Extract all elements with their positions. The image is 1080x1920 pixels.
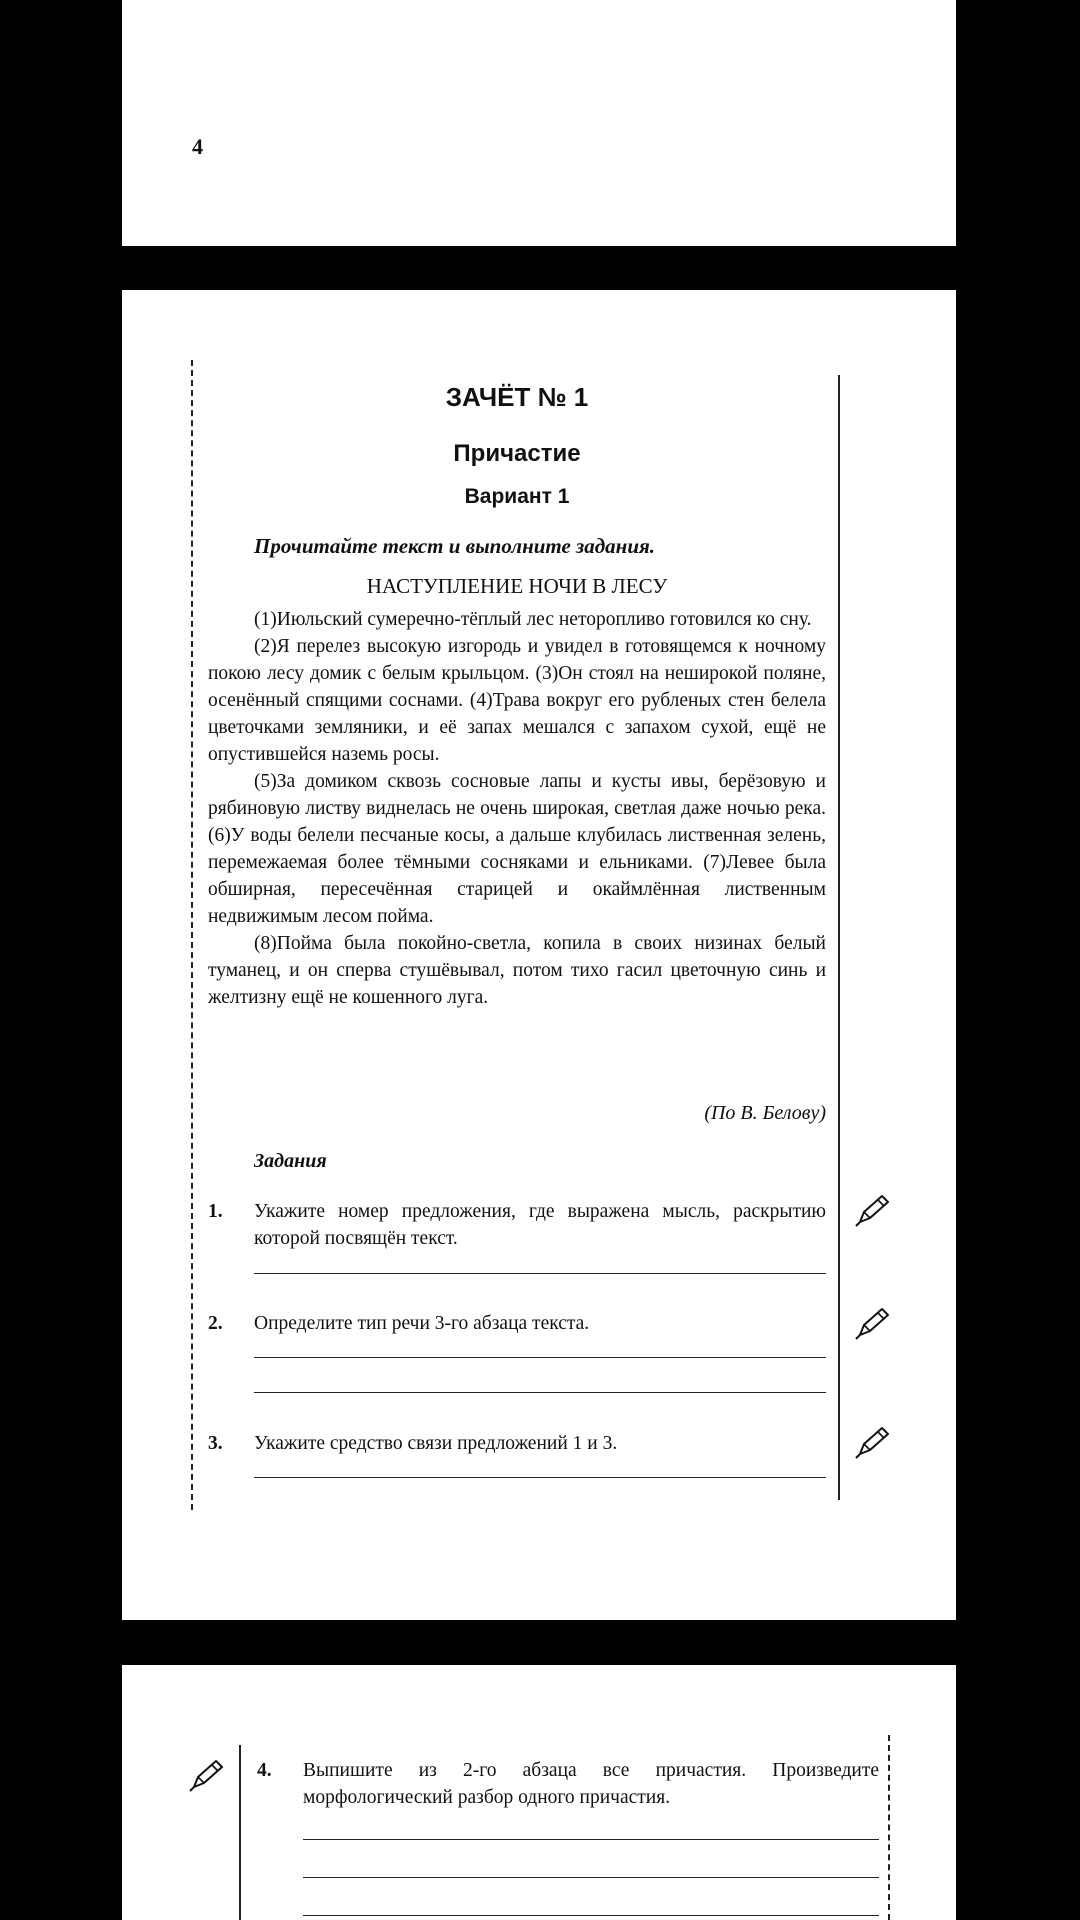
page-top: [122, 0, 956, 246]
page-number: 4: [192, 134, 203, 159]
cut-line: [191, 360, 193, 1510]
topic-title: Причастие: [453, 440, 581, 467]
task-number: 1.: [208, 1201, 223, 1222]
margin-rule: [239, 1745, 241, 1920]
page-title: ЗАЧЁТ № 1: [445, 382, 589, 412]
variant-title: Вариант 1: [464, 485, 570, 508]
answer-line[interactable]: [254, 1392, 826, 1393]
answer-line[interactable]: [303, 1877, 879, 1878]
answer-line[interactable]: [254, 1357, 826, 1358]
text-title: НАСТУПЛЕНИЕ НОЧИ В ЛЕСУ: [366, 574, 668, 598]
answer-line[interactable]: [254, 1273, 826, 1274]
task-question: Укажите средство связи предложений 1 и 3.: [254, 1433, 618, 1454]
pen-icon: [852, 1422, 892, 1462]
pen-icon: [186, 1755, 226, 1795]
margin-rule: [838, 375, 840, 1500]
answer-line[interactable]: [254, 1477, 826, 1478]
answer-line[interactable]: [303, 1915, 879, 1916]
answer-line[interactable]: [303, 1839, 879, 1840]
reading-text: [208, 606, 826, 1011]
instruction: Прочитайте текст и выполните задания.: [254, 534, 656, 558]
tasks-heading: Задания: [254, 1150, 327, 1172]
pen-icon: [852, 1190, 892, 1230]
paragraph: (5)За домиком сквозь сосновые лапы и кусты ивы, берёзовую и рябиновую листву виднелась не очень широкая, светлая даже ночью река. (6)У воды белели песчаные косы, а дальше клубилась лиственная зелень, перемежаемая более тёмными сосняками и ельниками. (7)Левее была обширная, пересечённая старицей и окаймлённая лиственным недвижимым лесом пойма.: [208, 771, 826, 927]
task-number: 4.: [257, 1760, 272, 1781]
paragraph: (2)Я перелез высокую изгородь и увидел в готовящемся к ночному покою лесу домик с белым крыльцом. (3)Он стоял на неширокой поляне, осенённый спящими соснами. (4)Трава вокруг его рубленых стен белела цветочками земляники, и её запах мешался с запахом сухой, ещё не опустившейся наземь росы.: [208, 636, 826, 765]
pen-icon: [852, 1303, 892, 1343]
page-bottom: [122, 1665, 956, 1920]
task-number: 3.: [208, 1433, 223, 1454]
task-question: Укажите номер предложения, где выражена мысль, раскрытию которой посвящён текст.: [254, 1201, 826, 1249]
paragraph: (1)Июльский сумеречно-тёплый лес неторопливо готовился ко сну.: [254, 609, 812, 630]
text-source: (По В. Белову): [704, 1102, 826, 1124]
cut-line: [888, 1735, 890, 1920]
task-number: 2.: [208, 1313, 223, 1334]
task-question: Выпишите из 2-го абзаца все причастия. Произведите морфологический разбор одного причастия.: [303, 1760, 879, 1808]
page-main: [122, 290, 956, 1620]
paragraph: (8)Пойма была покойно-светла, копила в своих низинах белый туманец, и он сперва стушёвывал, потом тихо гасил цветочную синь и желтизну ещё не кошенного луга.: [208, 933, 826, 1008]
task-question: Определите тип речи 3-го абзаца текста.: [254, 1313, 590, 1334]
